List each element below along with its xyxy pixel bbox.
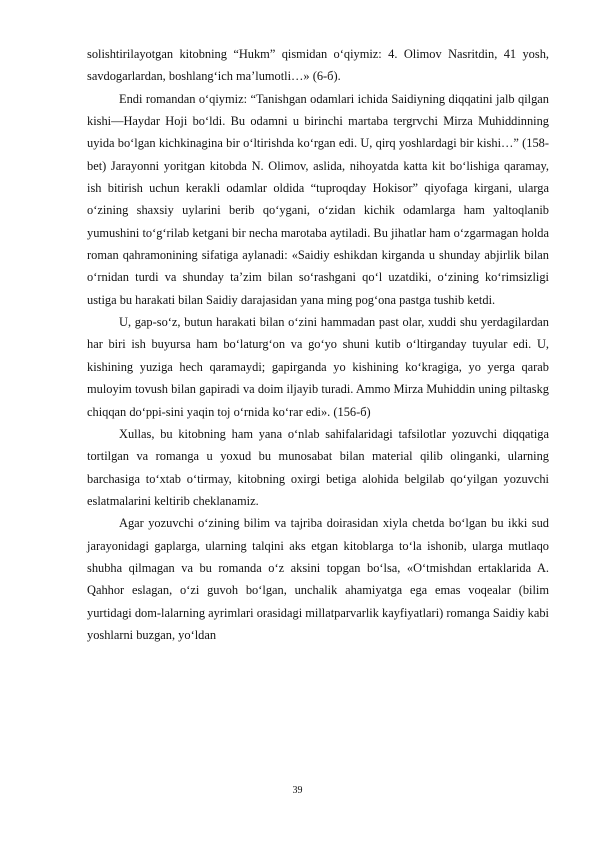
page-number: 39 <box>292 785 303 796</box>
paragraph-3: U, gap-so‘z, butun harakati bilan o‘zini hammadan past olar, xuddi shu yerdagilardan har biri ish buyursa ham bo‘laturg‘on va go‘yo shuni kutib o‘ltirganday tuyular edi. U, kishining yuziga hech qaramaydi; gapirganda yo kishining ko‘kragiga, yo yerga qarab muloyim tovush bilan gapiradi va doim iljayib turadi. Ammo Mirza Muhiddin uning piltaskg chiqqan do‘ppi-sini yaqin toj o‘rnida ko‘rar edi». (156-б) <box>87 315 549 419</box>
paragraph-5: Agar yozuvchi o‘zining bilim va tajriba doirasidan xiyla chetda bo‘lgan bu ikki sud jarayonidagi gaplarga, ularning talqini aks etgan kitoblarga to‘la ishonib, ularga mutlaqo shubha qilmagan va bu romanda o‘z aksini topgan bo‘lsa, «O‘tmishdan ertaklarida A. Qahhor eslagan, o‘zi guvoh bo‘lgan, unchalik ahamiyatga ega emas voqealar (bilim yurtidagi dom-lalarning ayrimlari orasidagi millatparvarlik kayfiyatlari) romanga Saidiy kabi yoshlarni buzgan, yo‘ldan <box>87 516 549 642</box>
paragraph-1: solishtirilayotgan kitobning “Hukm” qismidan o‘qiymiz: 4. Olimov Nasritdin, 41 yosh, savdogarlardan, boshlang‘ich ma’lumotli…» (6-б). <box>87 47 549 84</box>
paragraph-4: Xullas, bu kitobning ham yana o‘nlab sahifalaridagi tafsilotlar yozuvchi diqqatiga tortilgan va romanga u yoxud bu munosabat bilan material qilib olinganki, ularning barchasiga to‘xtab o‘tirmay, kitobning oxirgi betiga alohida belgilab qo‘yilgan yozuvchi eslatmalarini keltirib cheklanamiz. <box>87 426 549 508</box>
paragraph-2: Endi romandan o‘qiymiz: “Tanishgan odamlari ichida Saidiyning diqqatini jalb qilgan kishi—Haydar Hoji bo‘ldi. Bu odamni u birinchi martaba tergrvchi Mirza Muhiddinning uyida bo‘lgan kichkinagina bir o‘ltirishda ko‘rgan edi. U, qirq yoshlardagi bir kishi…” (158-bet) Jarayonni yoritgan kitobda N. Olimov, aslida, nihoyatda katta kit bo‘lishiga qaramay, ish bitirish uchun kerakli odamlar oldida “tuproqday Hokisor” qiyofaga kirgani, ularga o‘zining shaxsiy uylarini berib qo‘ygani, o‘zidan kichik odamlarga ham yaltoqlanib yumushini to‘g‘rilab ketgani bir necha marotaba aytiladi. Bu jihatlar ham o‘zgarmagan holda roman qahramonining sifatiga aylanadi: «Saidiy eshikdan kirganda u shunday abjirlik bilan o‘rnidan turdi va shunday ta’zim bilan so‘rashgani qo‘l uzatdiki, o‘zining ko‘rimsizligi ustiga bu harakati bilan Saidiy darajasidan yana ming pog‘ona pastga tushib ketdi. <box>87 91 549 307</box>
document-body <box>87 43 549 646</box>
